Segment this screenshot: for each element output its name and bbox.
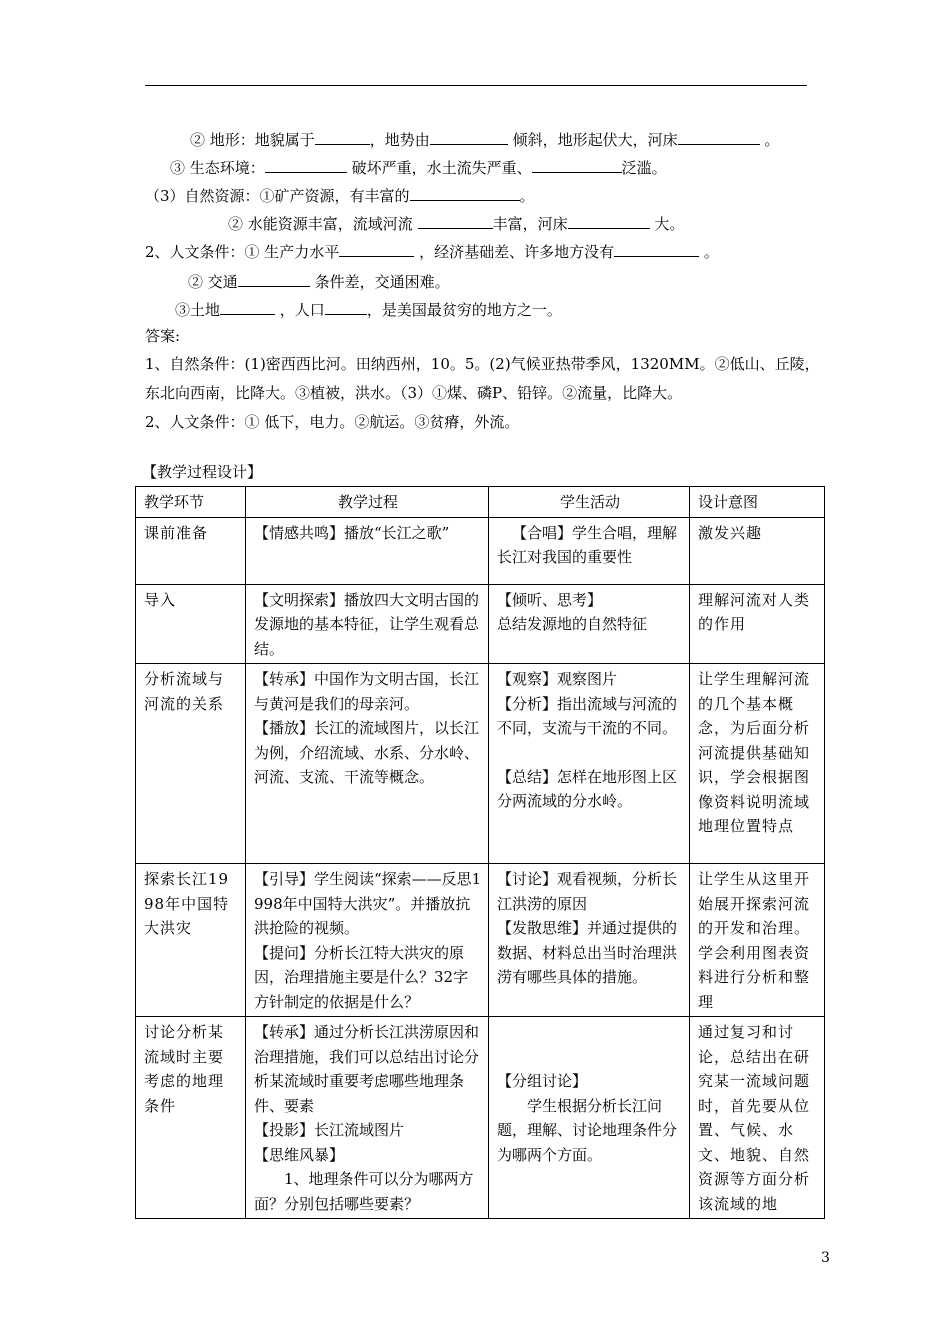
page-number: 3 xyxy=(821,1250,830,1266)
answer-blank xyxy=(410,184,520,201)
exercise-line-terrain: ② 地形：地貌属于 ，地势由 倾斜，地形起伏大，河床 。 xyxy=(190,128,779,150)
exercise-line-human: 2、人文条件：① 生产力水平 ，经济基础差、许多地方没有 。 xyxy=(145,240,719,262)
process-cell: 【引导】学生阅读“探索——反思1998年中国特大洪灾”。并播放抗洪抢险的视频。 【提问】分析长江特大洪灾的原因，治理措施主要是什么？32字方针制定的依据是什么？ xyxy=(246,864,489,1017)
answer-blank xyxy=(325,298,367,315)
table-row xyxy=(136,1017,825,1219)
answer-blank xyxy=(418,212,493,229)
stage-cell: 课前准备 xyxy=(136,517,246,584)
student-cell: 【合唱】学生合唱，理解长江对我国的重要性 xyxy=(489,517,690,584)
table-row xyxy=(136,584,825,664)
table-row xyxy=(136,517,825,584)
lesson-design-table xyxy=(135,486,825,1219)
answer-blank xyxy=(220,298,275,315)
process-cell: 【情感共鸣】播放“长江之歌” xyxy=(246,517,489,584)
answer-blank xyxy=(339,240,414,257)
student-cell: 【观察】观察图片 【分析】指出流域与河流的不同，支流与干流的不同。 【总结】怎样在地形图上区分两流域的分水岭。 xyxy=(489,664,690,864)
intent-cell: 理解河流对人类的作用 xyxy=(690,584,825,664)
answer-blank xyxy=(238,270,310,287)
student-cell: 【倾听、思考】 总结发源地的自然特征 xyxy=(489,584,690,664)
intent-cell: 让学生从这里开始展开探索河流的开发和治理。学会利用图表资料进行分析和整理 xyxy=(690,864,825,1017)
answer-blank xyxy=(265,156,347,173)
table-caption: 【教学过程设计】 xyxy=(142,463,263,481)
stage-cell: 探索长江1998年中国特大洪灾 xyxy=(136,864,246,1017)
header-intent: 设计意图 xyxy=(690,487,825,518)
answer-blank xyxy=(614,240,699,257)
answers-line-2: 东北向西南，比降大。③植被，洪水。（3）①煤、磷P、铅锌。②流量，比降大。 xyxy=(145,384,683,402)
answers-line-3: 2、人文条件：① 低下，电力。②航运。③贫瘠，外流。 xyxy=(145,413,520,431)
answers-title: 答案: xyxy=(145,327,181,345)
answer-blank xyxy=(532,156,622,173)
table-row xyxy=(136,664,825,864)
answer-blank xyxy=(430,128,508,145)
table-row xyxy=(136,864,825,1017)
answer-blank xyxy=(568,212,650,229)
answer-blank xyxy=(678,128,760,145)
student-cell: 【分组讨论】 学生根据分析长江问题，理解、讨论地理条件分为哪两个方面。 xyxy=(489,1017,690,1219)
header-rule xyxy=(145,85,807,86)
student-cell: 【讨论】观看视频，分析长江洪涝的原因 【发散思维】并通过提供的数据、材料总出当时治理洪涝有哪些具体的措施。 xyxy=(489,864,690,1017)
exercise-line-resources: （3）自然资源：①矿产资源，有丰富的 。 xyxy=(145,184,535,206)
stage-cell: 导入 xyxy=(136,584,246,664)
exercise-line-water: ② 水能资源丰富，流域河流 丰富，河床 大。 xyxy=(228,212,684,234)
intent-cell: 通过复习和讨论，总结出在研究某一流域问题时，首先要从位置、气候、水文、地貌、自然资源等方面分析该流域的地 xyxy=(690,1017,825,1219)
answers-line-1: 1、自然条件：(1)密西西比河。田纳西州，10。5。(2)气候亚热带季风，1320MM。②低山、丘陵， xyxy=(145,355,820,373)
exercise-line-ecology: ③ 生态环境： 破坏严重，水土流失严重、 泛滥。 xyxy=(170,156,667,178)
process-cell: 【转承】通过分析长江洪涝原因和治理措施，我们可以总结出讨论分析某流域时重要考虑哪些地理条件、要素 【投影】长江流域图片 【思维风暴】 1、地理条件可以分为哪两方面？分别包括哪些要素？ xyxy=(246,1017,489,1219)
answer-blank xyxy=(315,128,370,145)
header-stage: 教学环节 xyxy=(136,487,246,518)
exercise-line-transport: ② 交通 条件差，交通困难。 xyxy=(188,270,450,292)
table-header-row xyxy=(136,487,825,518)
process-cell: 【转承】中国作为文明古国，长江与黄河是我们的母亲河。 【播放】长江的流域图片，以长江为例，介绍流域、水系、分水岭、河流、支流、干流等概念。 xyxy=(246,664,489,864)
exercise-line-land: ③土地 ，人口 ，是美国最贫穷的地方之一。 xyxy=(175,298,562,320)
intent-cell: 让学生理解河流的几个基本概念，为后面分析河流提供基础知识，学会根据图像资料说明流域地理位置特点 xyxy=(690,664,825,864)
header-student: 学生活动 xyxy=(489,487,690,518)
header-process: 教学过程 xyxy=(246,487,489,518)
stage-cell: 分析流域与河流的关系 xyxy=(136,664,246,864)
stage-cell: 讨论分析某流域时主要考虑的地理条件 xyxy=(136,1017,246,1219)
intent-cell: 激发兴趣 xyxy=(690,517,825,584)
process-cell: 【文明探索】播放四大文明古国的发源地的基本特征，让学生观看总结。 xyxy=(246,584,489,664)
